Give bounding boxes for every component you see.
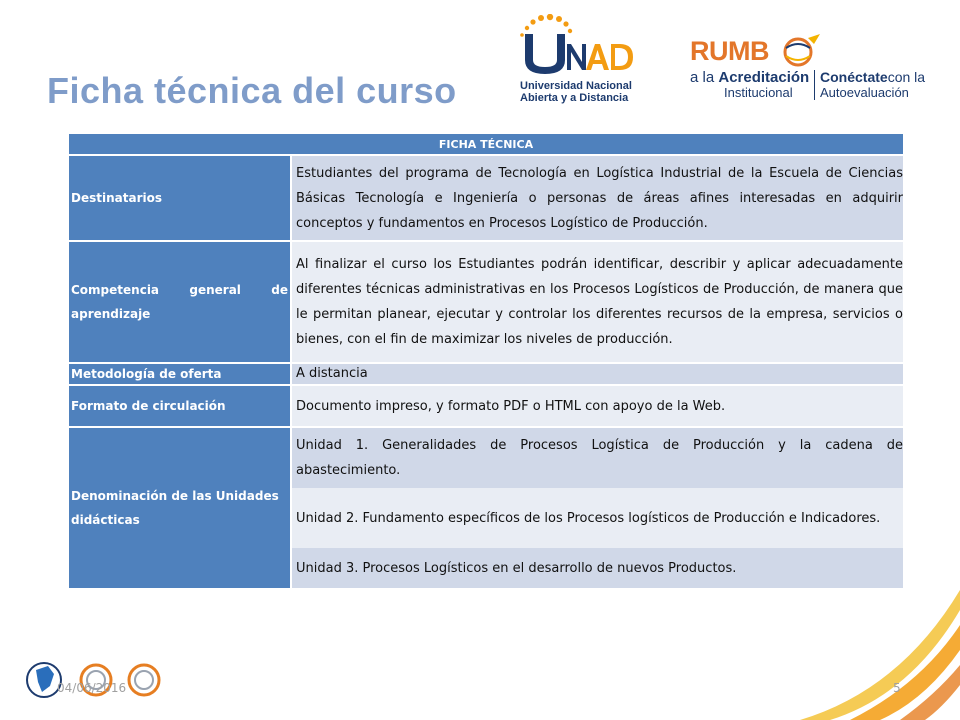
rumbo-line1-prefix: a la [690,69,719,86]
rumbo-logo [690,32,930,102]
unad-line1: Universidad Nacional [520,80,632,92]
row-value-unidad-2: Unidad 2. Fundamento específicos de los Procesos logísticos de Producción e Indicadores. [291,488,903,548]
globe-icon [778,32,824,72]
rumbo-divider [814,70,815,100]
rumbo-line1-bold: Acreditación [718,69,810,86]
slide-title: Ficha técnica del curso [47,70,457,111]
table-row [69,155,903,241]
row-value-metodologia: A distancia [291,363,903,385]
row-value-unidad-3: Unidad 3. Procesos Logísticos en el desarrollo de nuevos Productos. [291,548,903,588]
row-value-unidad-1: Unidad 1. Generalidades de Procesos Logística de Producción y la cadena de abastecimiento. [291,427,903,488]
table-row [69,363,903,385]
table-header: FICHA TÉCNICA [69,134,903,155]
row-label-unidades: Denominación de las Unidades didácticas [69,427,291,588]
rumbo-right1-bold: Conéctate [820,69,888,85]
row-label-formato: Formato de circulación [69,385,291,427]
table-row [69,385,903,427]
unad-logo [515,14,645,110]
unad-logo-mark [515,14,645,78]
row-value-destinatarios: Estudiantes del programa de Tecnología en Logística Industrial de la Escuela de Ciencias Básicas Tecnología e Ingeniería o personas de áreas afines interesadas en adquirir conceptos y fundamentos en Procesos Logístico de Producción. [291,155,903,241]
rumbo-line1 [690,69,809,86]
row-value-competencia: Al finalizar el curso los Estudiantes podrán identificar, describir y aplicar adecuadamente diferentes técnicas administrativas en los Procesos Logísticos de Producción, de manera que le permitan planear, ejecutar y controlar los diferentes recursos de la empresa, servicios o bienes, con el fin de maximizar los niveles de producción. [291,241,903,363]
table-row [69,427,903,488]
rumbo-right1 [820,69,925,85]
table-header-row [69,134,903,155]
row-value-formato: Documento impreso, y formato PDF o HTML con apoyo de la Web. [291,385,903,427]
rumbo-right2: Autoevaluación [820,85,909,100]
rumbo-right1-rest: con la [887,69,926,85]
row-label-metodologia: Metodología de oferta [69,363,291,385]
footer-date: 04/06/2016 [57,681,127,695]
unad-subtitle [520,80,650,104]
unad-line2: Abierta y a Distancia [520,92,629,104]
sgs-seal-icon [129,665,159,695]
colombia-map-icon [27,663,61,697]
corner-swoosh-decoration [760,570,960,720]
row-label-destinatarios: Destinatarios [69,155,291,241]
rumbo-word: RUMB [690,36,769,66]
table-row [69,241,903,363]
row-label-competencia: Competencia general de aprendizaje [69,241,291,363]
rumbo-line2: Institucional [724,85,793,100]
footer-page-number: 5 [893,681,901,695]
ficha-tecnica-table [69,134,903,588]
